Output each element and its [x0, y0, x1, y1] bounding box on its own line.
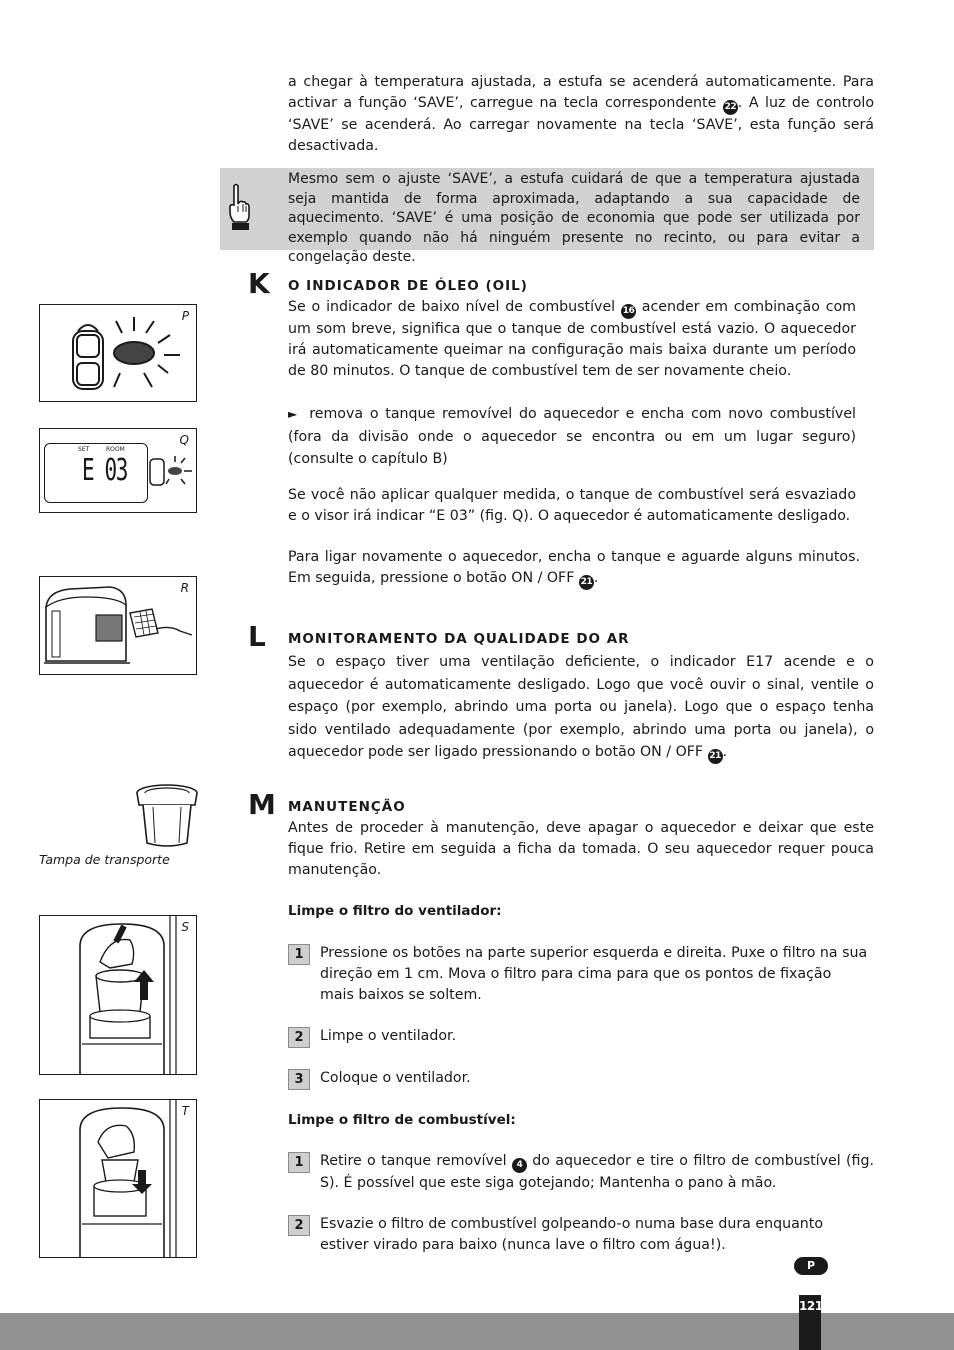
lcd-set-label: SET [78, 446, 90, 453]
fan-step-3-number: 3 [288, 1069, 310, 1090]
intro-paragraph [288, 72, 874, 157]
section-k-paragraph-1 [288, 297, 856, 382]
section-l-heading: MONITORAMENTO DA QUALIDADE DO AR [288, 631, 630, 647]
section-letter-k: K [248, 267, 270, 300]
ref-circle: 22 [723, 100, 738, 115]
section-m-paragraph: Antes de proceder à manutenção, deve apagar o aquecedor e deixar que este fique frio. Retire em seguida a ficha da tomada. O seu aquecedor requer pouca manutenção. [288, 820, 874, 878]
fuel-step-1-text-a: Retire o tanque removível [320, 1153, 512, 1169]
transport-cap-illustration [135, 783, 199, 851]
lcd-error-code: E 03 [82, 453, 127, 488]
fan-step-1-number: 1 [288, 944, 310, 965]
fan-step-1-text: Pressione os botões na parte superior esquerda e direita. Puxe o filtro na sua direção em 1 cm. Mova o filtro para cima para que os pontos de fixação mais baixos se soltem. [320, 945, 868, 1003]
fan-filter-title: Limpe o filtro do ventilador: [288, 903, 502, 919]
figure-r [39, 576, 197, 675]
fuel-step-1-text-b: do aquecedor e tire o filtro de combustível (fig. S). É possível que este siga gotejando; Mantenha o pano à mão. [320, 1153, 875, 1191]
fuel-filter-title: Limpe o filtro de combustível: [288, 1112, 516, 1128]
k-p1-text-b: acender em combinação com um som breve, significa que o tanque de combustível está vazio. O aquecedor irá automaticamente queimar na configuração mais baixa durante um período de 80 minutos. O tanque de combustível tem de ser novamente cheio. [288, 299, 857, 379]
fuel-step-1-number: 1 [288, 1152, 310, 1173]
ref-circle: 21 [579, 575, 594, 590]
fuel-step-2-text: Esvazie o filtro de combustível golpeando-o numa base dura enquanto estiver virado para baixo (nunca lave o filtro com água!). [320, 1216, 824, 1253]
figure-p [39, 304, 197, 402]
section-m-heading: MANUTENÇÃO [288, 799, 406, 815]
fuel-step-2-number: 2 [288, 1215, 310, 1236]
figure-q-label: Q [179, 433, 189, 447]
section-k-bullet [288, 403, 856, 471]
intro-text-1: a chegar à temperatura ajustada, a estufa se acenderá automaticamente. Para activar a função ‘SAVE’, carregue na tecla correspondente [288, 74, 874, 111]
section-letter-l: L [248, 620, 266, 653]
pointing-hand-icon [224, 182, 254, 234]
ref-circle: 16 [621, 304, 636, 319]
tank-indicator-icon [146, 451, 196, 501]
section-k-paragraph-3 [288, 547, 860, 590]
figure-q [39, 428, 197, 513]
fuel-filter-insertion-illustration [40, 1100, 196, 1257]
section-letter-m: M [248, 788, 276, 821]
fan-step-3-text: Coloque o ventilador. [320, 1070, 471, 1086]
l-p1-text-a: Se o espaço tiver uma ventilação deficiente, o indicador E17 acende e o aquecedor é automaticamente desligado. Logo que você ouvir o sinal, ventile o espaço (por exemplo, abrindo uma porta ou janela). Logo que o espaço tenha sido ventilado adequadamente (por exemplo, abrindo uma porta ou janela), o aquecedor pode ser ligado pressionando o botão ON / OFF [288, 654, 874, 760]
k-p3-text-b: . [593, 570, 599, 586]
k-bullet-text: remova o tanque removível do aquecedor e encha com novo combustível (fora da divisão onde o aquecedor se encontra ou em um lugar seguro) (consulte o capítulo B) [288, 406, 856, 467]
heater-filter-removal-illustration [40, 577, 196, 674]
figure-s [39, 915, 197, 1075]
note-text: Mesmo sem o ajuste ‘SAVE’, a estufa cuidará de que a temperatura ajustada seja mantida de forma aproximada, adaptando a sua capacidade de aquecimento. ‘SAVE’ é uma posição de economia que pode ser utilizada por exemplo quando não há ninguém presente no recinto, ou para evitar a congelação deste. [288, 171, 860, 265]
lcd-room-label: ROOM [106, 446, 125, 453]
bullet-triangle-icon: ► [288, 407, 298, 421]
oil-indicator-illustration [40, 305, 196, 401]
fan-step-2-text: Limpe o ventilador. [320, 1028, 457, 1044]
l-p1-text-b: . [722, 744, 728, 760]
figure-t-label: T [181, 1104, 189, 1118]
ref-circle: 21 [708, 749, 723, 764]
figure-p-label: P [181, 309, 189, 323]
fuel-step-1-text [320, 1151, 874, 1194]
figure-s-label: S [181, 920, 189, 934]
fan-step-2-number: 2 [288, 1027, 310, 1048]
fuel-filter-removal-illustration [40, 916, 196, 1074]
k-p1-text-a: Se o indicador de baixo nível de combustível [288, 299, 621, 315]
k-p3-text-a: Para ligar novamente o aquecedor, encha o tanque e aguarde alguns minutos. Em seguida, pressione o botão ON / OFF [288, 549, 860, 586]
language-badge: P [794, 1257, 828, 1275]
ref-circle: 4 [512, 1158, 527, 1173]
section-l-paragraph [288, 651, 874, 764]
intro-text-2: . A luz de controlo ‘SAVE’ se acenderá. Ao carregar novamente na tecla ‘SAVE’, esta função será desactivada. [288, 95, 874, 154]
section-k-heading: O INDICADOR DE ÓLEO (OIL) [288, 278, 528, 294]
page-number: 121 [799, 1295, 821, 1350]
figure-t [39, 1099, 197, 1258]
transport-cap-caption: Tampa de transporte [39, 852, 170, 867]
figure-r-label: R [180, 581, 189, 595]
section-k-paragraph-2: Se você não aplicar qualquer medida, o tanque de combustível será esvaziado e o visor irá indicar “E 03” (fig. Q). O aquecedor é automaticamente desligado. [288, 487, 856, 524]
